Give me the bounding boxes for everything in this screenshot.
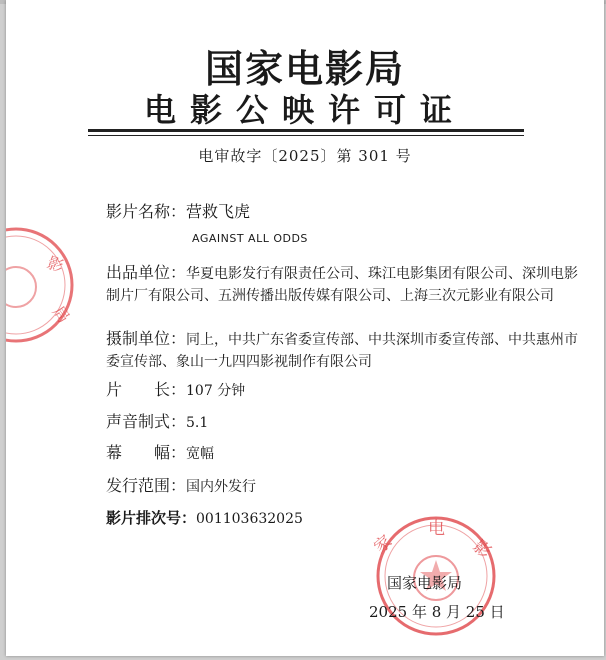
signature-date: 2025 年 8 月 25 日: [369, 603, 505, 621]
svg-text:局: 局: [48, 302, 74, 327]
serial-label: 影片排次号：: [106, 509, 197, 527]
serial-value: 001103632025: [196, 511, 303, 527]
screen-value: 宽幅: [186, 446, 215, 462]
screen-label: 幕 幅：: [106, 443, 187, 462]
distribution-value: 国内外发行: [186, 479, 257, 495]
sound-value: 5.1: [186, 415, 209, 431]
sound-row: [106, 410, 208, 435]
producer-label: 出品单位：: [106, 263, 187, 282]
svg-text:电: 电: [428, 519, 445, 539]
distribution-label: 发行范围：: [106, 476, 187, 495]
filming-label: 摄制单位：: [106, 329, 187, 348]
distribution-row: [106, 474, 256, 499]
producer-value: 华夏电影发行有限责任公司、珠江电影集团有限公司、深圳电影制片厂有限公司、五洲传播出版传媒有限公司、上海三次元影业有限公司: [106, 266, 579, 304]
title-rule-thick: [88, 129, 524, 132]
film-name-row: [106, 200, 250, 224]
document-number: 电审故字〔2025〕第 301 号: [198, 147, 412, 165]
issuer-heading: 国家电影局: [204, 47, 405, 91]
svg-text:影: 影: [468, 536, 495, 563]
filming-value: 同上，中共广东省委宣传部、中共深圳市委宣传部、中共惠州市委宣传部、象山一九四四影视制作有限公司: [106, 332, 579, 370]
document-title: 电影公映许可证: [143, 91, 466, 129]
title-rule-thin: [88, 135, 524, 136]
svg-text:家: 家: [370, 531, 397, 558]
film-name-label: 影片名称：: [106, 202, 187, 221]
svg-text:影: 影: [44, 252, 67, 277]
length-value: 107 分钟: [186, 383, 246, 399]
serial-row: [106, 507, 303, 531]
length-label: 片 长：: [106, 380, 187, 399]
signature-organization: 国家电影局: [387, 574, 463, 592]
license-document: [6, 0, 604, 656]
screen-row: [106, 441, 214, 466]
sound-label: 声音制式：: [106, 412, 187, 431]
filming-row: [106, 328, 584, 373]
film-name-value: 营救飞虎: [186, 202, 251, 221]
film-name-english: AGAINST ALL ODDS: [192, 232, 308, 245]
left-official-seal: [6, 225, 86, 345]
producer-row: [106, 262, 584, 307]
length-row: [106, 378, 245, 403]
